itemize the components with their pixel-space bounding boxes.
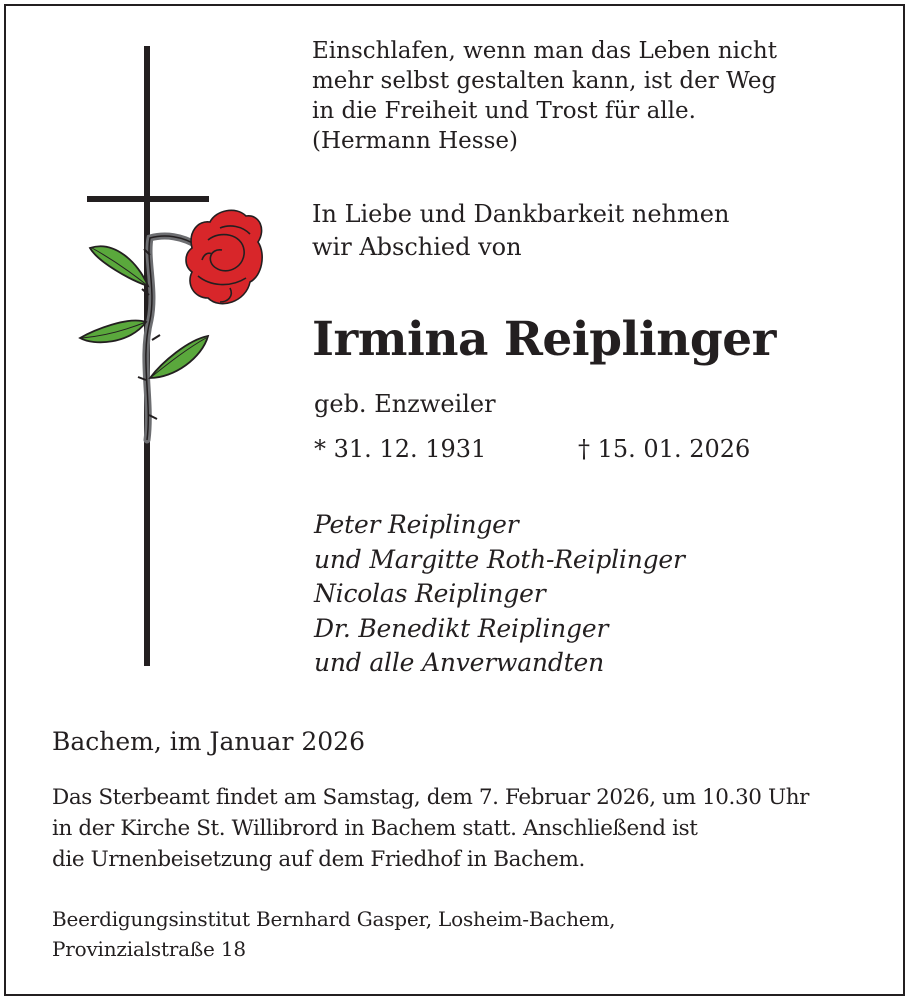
maiden-name: geb. Enzweiler [314,390,496,418]
undertaker-info [52,904,615,964]
quote-author: (Hermann Hesse) [312,128,518,154]
survivor-line: Peter Reiplinger [314,510,519,539]
survivor-line: und Margitte Roth-Reiplinger [314,544,685,574]
cross-with-rose-icon [70,40,270,670]
deceased-name: Irmina Reiplinger [312,312,776,367]
service-line: Das Sterbeamt findet am Samstag, dem 7. Februar 2026, um 10.30 Uhr [52,785,810,810]
birth-date: * 31. 12. 1931 [314,435,487,463]
death-date: † 15. 01. 2026 [578,435,751,463]
undertaker-line: Provinzialstraße 18 [52,937,246,961]
leaf-left [80,321,146,343]
undertaker-line: Beerdigungsinstitut Bernhard Gasper, Losheim-Bachem, [52,907,616,931]
quote-line: in die Freiheit und Trost für alle. [312,98,696,124]
intro-line: In Liebe und Dankbarkeit nehmen [312,200,730,228]
rose-flower [186,210,262,303]
quote-line: Einschlafen, wenn man das Leben nicht [312,38,777,64]
farewell-intro [312,198,729,264]
place-date: Bachem, im Januar 2026 [52,727,365,756]
service-line: die Urnenbeisetzung auf dem Friedhof in Bachem. [52,847,585,872]
survivor-line: Dr. Benedikt Reiplinger [314,613,609,643]
survivor-line: und alle Anverwandten [314,648,604,677]
cross-horizontal-beam [87,196,209,202]
survivors-list [314,508,685,681]
quote-line: mehr selbst gestalten kann, ist der Weg [312,68,777,94]
service-line: in der Kirche St. Willibrord in Bachem statt. Anschließend ist [52,816,698,841]
service-info [52,782,809,875]
intro-line: wir Abschied von [312,233,522,261]
survivor-line: Nicolas Reiplinger [314,579,546,608]
hesse-quote [312,36,777,156]
